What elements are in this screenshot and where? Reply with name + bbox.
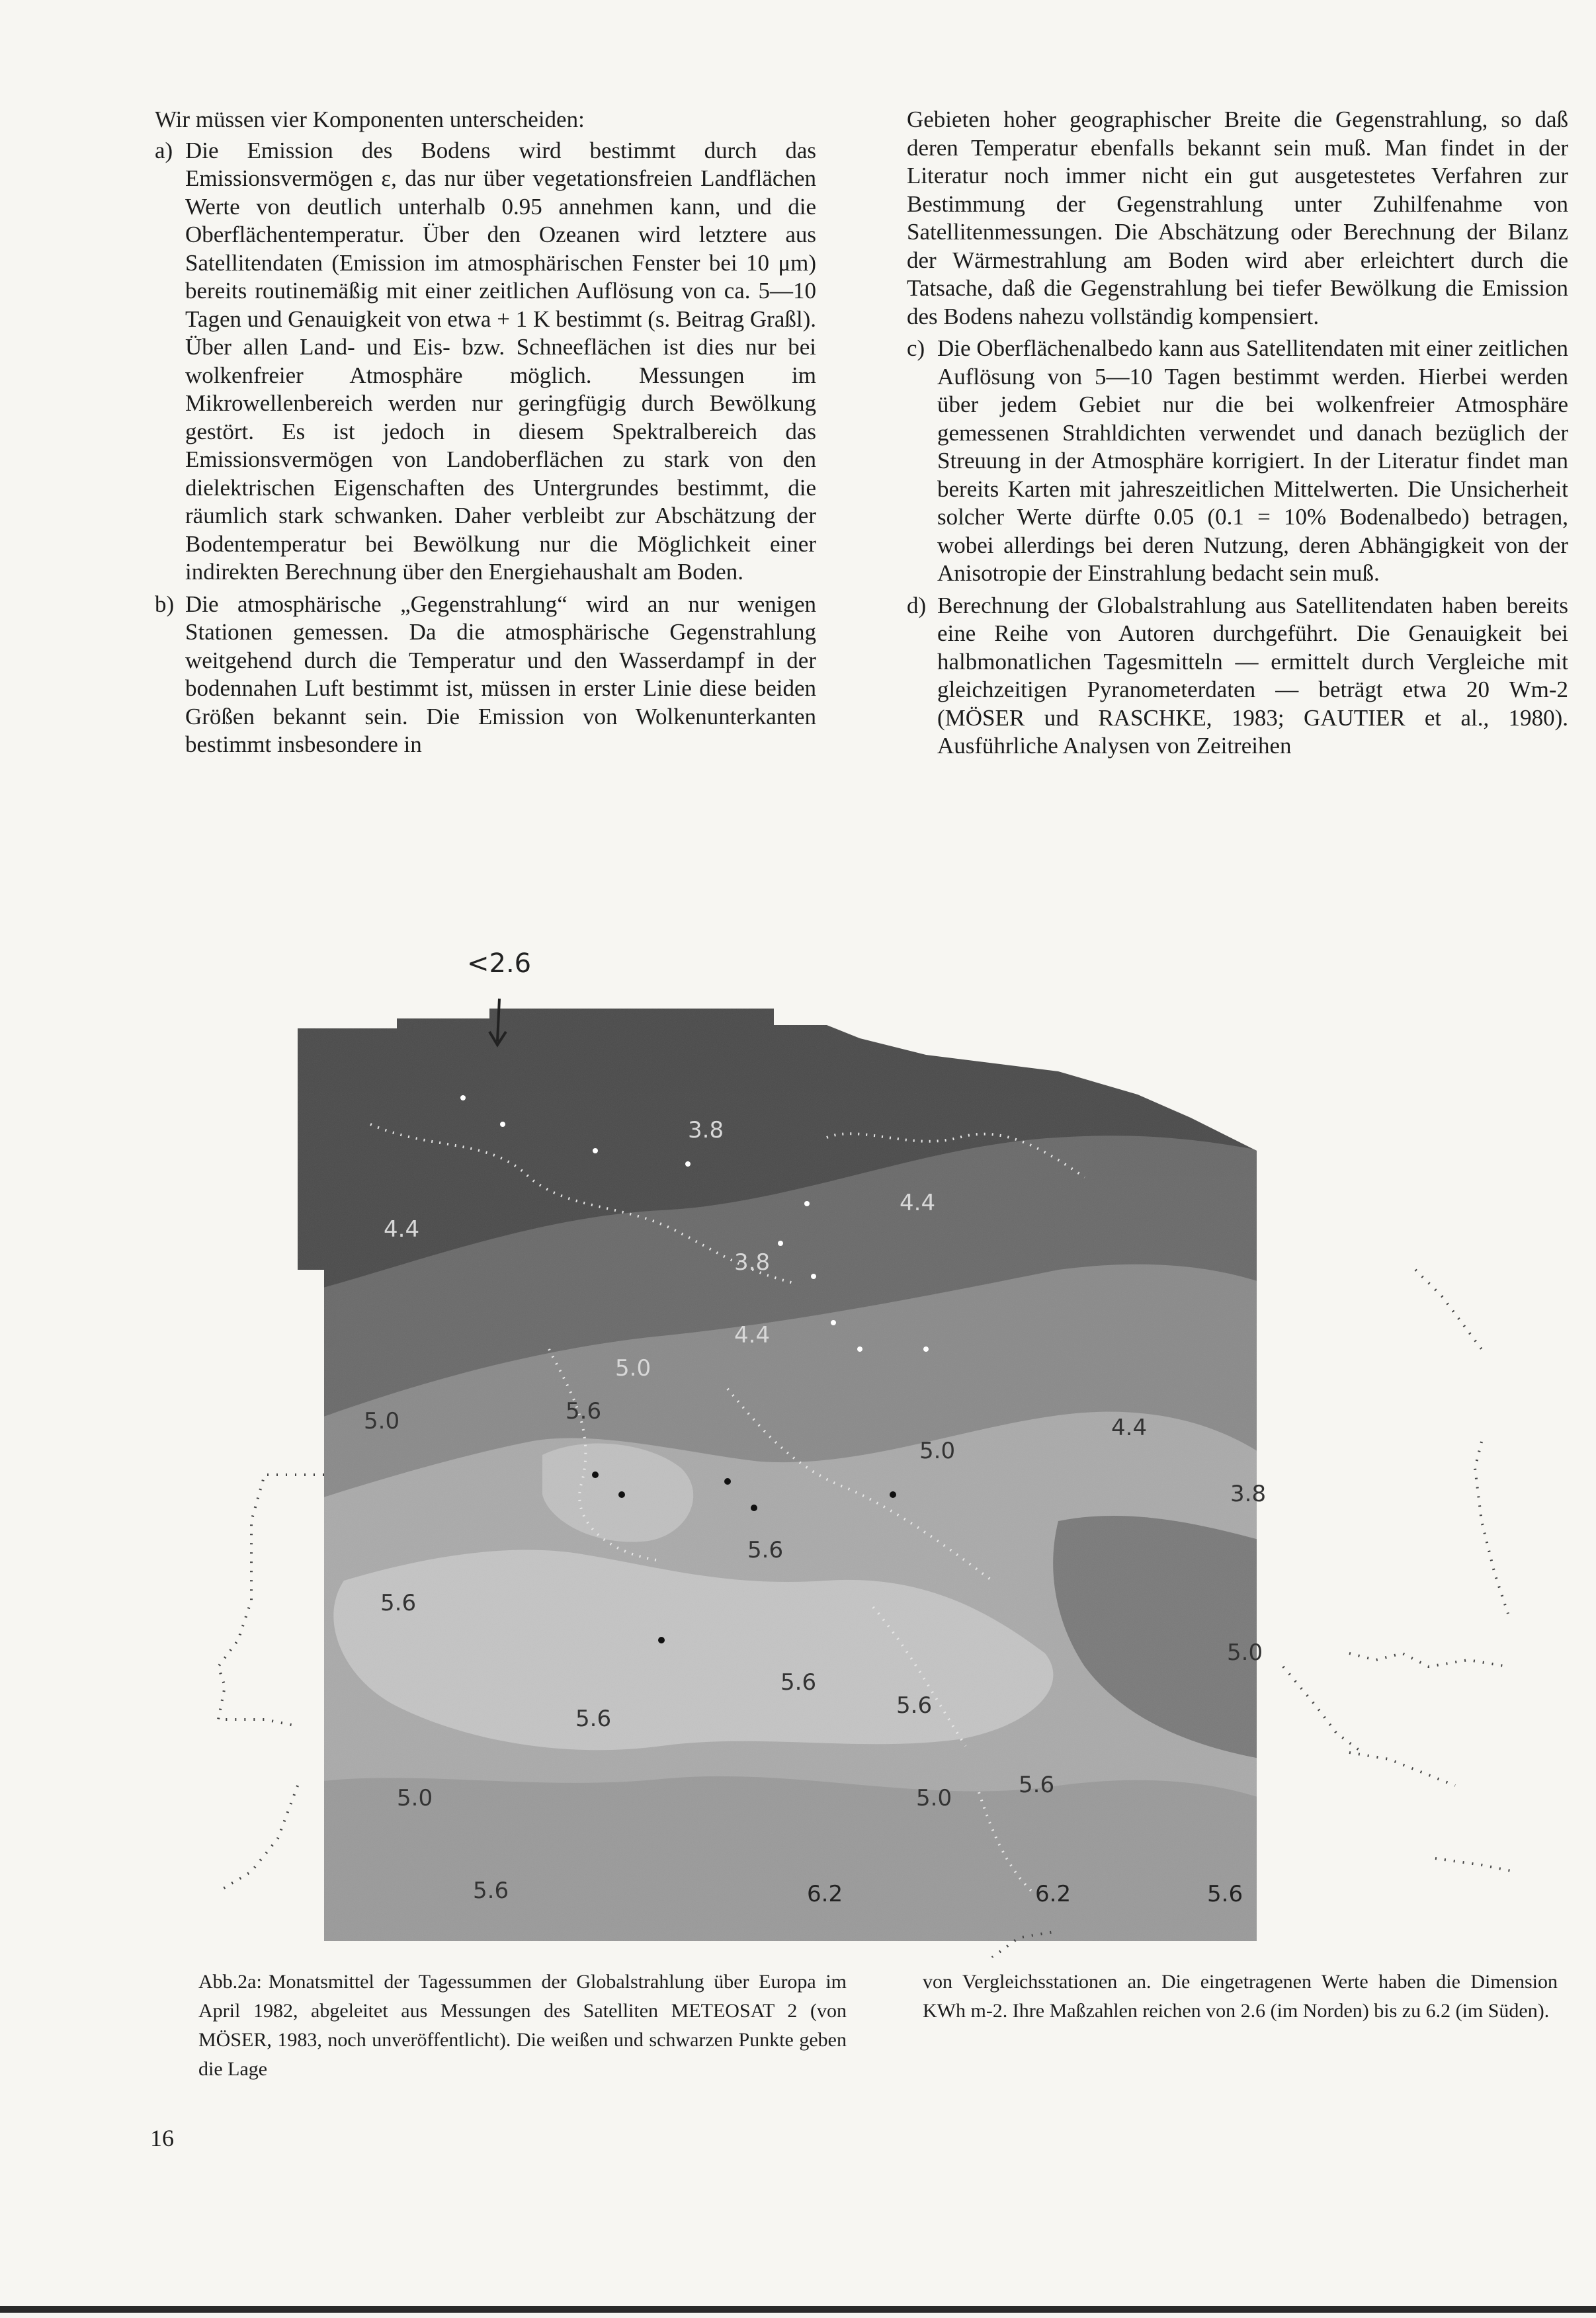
item-marker: a) bbox=[155, 137, 173, 163]
value-label: 5.6 bbox=[380, 1590, 417, 1616]
value-label: 3.8 bbox=[1230, 1481, 1267, 1507]
label-top-arrow: <2.6 bbox=[467, 948, 532, 979]
item-marker: d) bbox=[907, 592, 927, 618]
value-label: 5.6 bbox=[575, 1706, 612, 1732]
list-item-c bbox=[907, 335, 1568, 588]
value-label: 5.0 bbox=[916, 1785, 952, 1811]
value-label: 5.6 bbox=[473, 1878, 509, 1904]
value-label: 5.6 bbox=[1207, 1881, 1243, 1907]
list-item-d bbox=[907, 592, 1568, 761]
item-marker: b) bbox=[155, 591, 175, 617]
satellite-map-figure bbox=[0, 926, 1596, 1958]
value-label: 5.6 bbox=[1019, 1772, 1055, 1798]
item-text: Die Oberflächenalbedo kann aus Satellitendaten mit einer zeitlichen Auflösung von 5—10 Tagen bestimmt werden. Hierbei werden über jedem Gebiet nur die bei wolkenfreier Atmosphäre gemessenen Strahldichten verwendet und danach bezüglich der Streuung in der Atmosphäre korrigiert. In der Literatur findet man bereits Karten mit jahreszeitlichen Mittelwerten. Die Unsicherheit solcher Werte dürfte 0.05 (0.1 = 10% Bodenalbedo) betragen, wobei allerdings bei deren Nutzung, deren Abhängigkeit von der Anisotropie der Einstrahlung bedacht sein muß. bbox=[937, 335, 1568, 586]
value-label: 5.0 bbox=[615, 1355, 651, 1382]
right-text-column bbox=[907, 106, 1568, 765]
value-label: 4.4 bbox=[900, 1190, 936, 1216]
value-label: 5.0 bbox=[364, 1408, 400, 1434]
caption-text: Monatsmittel der Tagessummen der Globalstrahlung über Europa im April 1982, abgeleitet aus Messungen des Satelliten METEOSAT 2 (von MÖSER, 1983, noch unveröffentlicht). Die weißen und schwarzen Punkte geben die Lage bbox=[198, 1971, 847, 2080]
list-item-a bbox=[155, 137, 816, 587]
value-label: 5.0 bbox=[397, 1785, 433, 1811]
caption-text: von Vergleichsstationen an. Die eingetragenen Werte haben die Dimension KWh m-2. Ihre Maßzahlen reichen von 2.6 (im Norden) bis zu 6.2 (im Süden). bbox=[923, 1971, 1558, 2022]
value-label: 3.8 bbox=[734, 1249, 771, 1276]
value-label: 6.2 bbox=[1035, 1881, 1071, 1907]
value-label: 4.4 bbox=[1111, 1415, 1148, 1441]
page-number: 16 bbox=[150, 2125, 174, 2151]
value-label: 4.4 bbox=[734, 1322, 771, 1348]
item-text: Die Emission des Bodens wird bestimmt durch das Emissionsvermögen ε, das nur über vegetationsfreien Landflächen Werte von deutlich unterhalb 0.95 annehmen kann, und die Oberflächentemperatur. Über den Ozeanen wird letztere aus Satellitendaten (Emission im atmosphärischen Fenster bei 10 μm) bereits routinemäßig mit einer zeitlichen Auflösung von ca. 5—10 Tagen und Genauigkeit von etwa + 1 K bestimmt (s. Beitrag Graßl). Über allen Land- und Eis- bzw. Schneeflächen ist dies nur bei wolkenfreier Atmosphäre möglich. Messungen im Mikrowellenbereich werden nur geringfügig durch Bewölkung gestört. Es ist jedoch in diesem Spektralbereich das Emissionsvermögen von Landoberflächen zu stark von den dielektrischen Eigenschaften des Untergrundes bestimmt, die räumlich stark schwanken. Daher verbleibt zur Abschätzung der Bodentemperatur bei Bewölkung nur die Möglichkeit einer indirekten Berechnung über den Energiehaushalt am Boden. bbox=[185, 137, 816, 585]
value-label: 5.0 bbox=[1227, 1639, 1263, 1666]
global-radiation-map bbox=[0, 926, 1596, 1958]
value-label: 3.8 bbox=[688, 1117, 724, 1143]
list-item-b bbox=[155, 591, 816, 759]
value-label: 5.6 bbox=[747, 1537, 784, 1563]
continuation-paragraph: Gebieten hoher geographischer Breite die Gegenstrahlung, so daß deren Temperatur ebenfalls bekannt sein muß. Man findet in der Literatur noch immer nicht ein gut ausgetestetes Verfahren zur Bestimmung der Gegenstrahlung unter Zuhilfenahme von Satellitenmessungen. Die Abschätzung oder Berechnung der Bilanz der Wärmestrahlung am Boden wird aber erleichtert durch die Tatsache, daß die Gegenstrahlung bei tiefer Bewölkung die Emission des Bodens nahezu vollständig kompensiert. bbox=[907, 106, 1568, 329]
item-text: Die atmosphärische „Gegenstrahlung“ wird an nur wenigen Stationen gemessen. Da die atmosphärische Gegenstrahlung weitgehend durch die Temperatur und den Wasserdampf in der bodennahen Luft bestimmt ist, müssen in erster Linie diese beiden Größen bekannt sein. Die Emission von Wolkenunterkanten bestimmt insbesondere in bbox=[185, 591, 816, 757]
value-label: 4.4 bbox=[384, 1216, 420, 1243]
intro-line: Wir müssen vier Komponenten unterscheiden: bbox=[155, 106, 585, 132]
value-label: 5.6 bbox=[780, 1669, 817, 1696]
figure-label: Abb.2a: bbox=[198, 1971, 262, 1993]
value-label: 5.6 bbox=[896, 1692, 933, 1719]
bottom-rule bbox=[0, 2306, 1596, 2313]
item-text: Berechnung der Globalstrahlung aus Satellitendaten haben bereits eine Reihe von Autoren durchgeführt. Die Genauigkeit bei halbmonatlichen Tagesmitteln — ermittelt durch Vergleiche mit gleichzeitigen Pyranometerdaten — beträgt etwa 20 Wm-2 (MÖSER und RASCHKE, 1983; GAUTIER et al., 1980). Ausführliche Analysen von Zeitreihen bbox=[937, 592, 1568, 759]
value-label: 5.6 bbox=[566, 1398, 602, 1425]
left-text-column bbox=[155, 106, 816, 763]
value-label: 6.2 bbox=[807, 1881, 843, 1907]
figure-caption-left bbox=[198, 1967, 847, 2084]
item-marker: c) bbox=[907, 335, 925, 361]
value-label: 5.0 bbox=[919, 1438, 956, 1464]
figure-caption-right bbox=[923, 1967, 1558, 2026]
